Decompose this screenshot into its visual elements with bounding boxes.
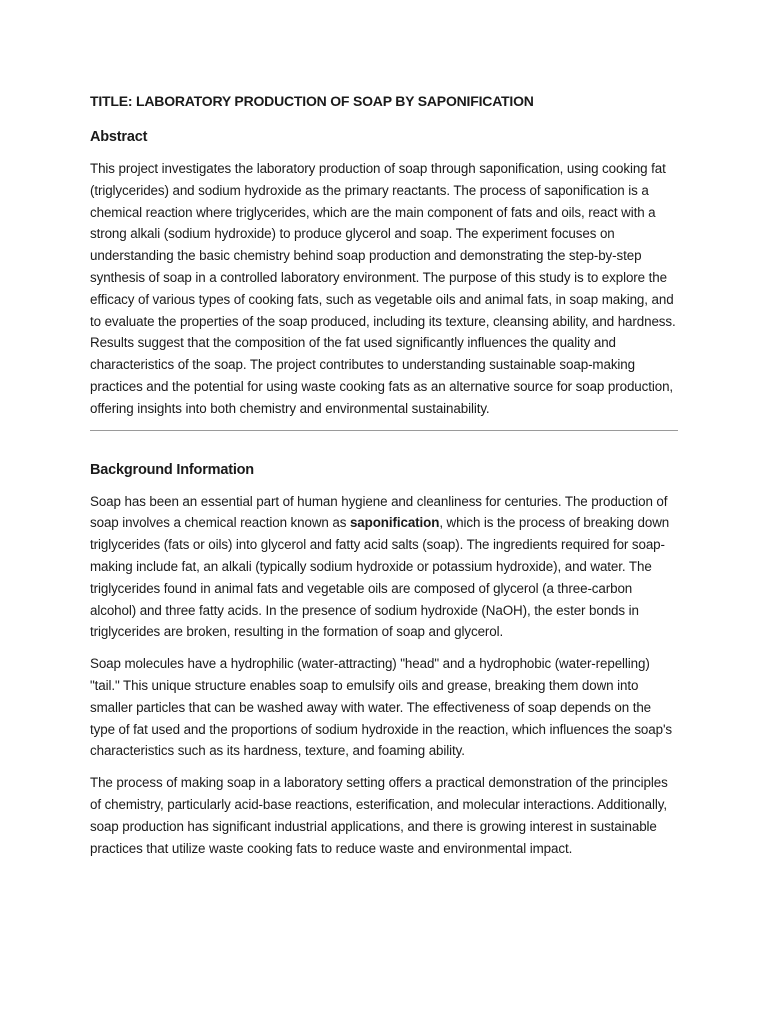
abstract-heading: Abstract [90, 129, 148, 145]
background-p1-text-end: , which is the process of breaking down triglycerides (fats or oils) into glycerol and fatty acid salts (soap). The ingredients required for soap-making include fat, an alkali (typically sodium hydroxide or potassium hydroxide), and water. The triglycerides found in animal fats and vegetable oils are composed of glycerol (a three-carbon alcohol) and three fatty acids. In the presence of sodium hydroxide (NaOH), the ester bonds in triglycerides are broken, resulting in the formation of soap and glycerol. [90, 515, 670, 640]
background-heading: Background Information [90, 461, 254, 478]
document-title: TITLE: LABORATORY PRODUCTION OF SOAP BY SAPONIFICATION [90, 93, 534, 109]
section-divider [90, 430, 678, 431]
background-paragraph-3: The process of making soap in a laboratory setting offers a practical demonstration of the principles of chemistry, particularly acid-base reactions, esterification, and molecular interactions. Additionally, soap production has significant industrial applications, and there is growing interest in sustainable practices that utilize waste cooking fats to reduce waste and environmental impact. [90, 775, 668, 856]
document-page [90, 90, 678, 869]
saponification-term: saponification [349, 515, 440, 531]
background-p1-text-start: Soap has been an essential part of human hygiene and cleanliness for centuries. The production of soap involves a chemical reaction known as [90, 493, 668, 531]
background-paragraph-1 [90, 491, 678, 644]
background-paragraph-2: Soap molecules have a hydrophilic (water-attracting) "head" and a hydrophobic (water-repelling) "tail." This unique structure enables soap to emulsify oils and grease, breaking them down into smaller particles that can be washed away with water. The effectiveness of soap depends on the type of fat used and the proportions of sodium hydroxide in the reaction, which influences the soap's characteristics such as its hardness, texture, and foaming ability. [90, 656, 673, 759]
abstract-paragraph: This project investigates the laboratory production of soap through saponification, using cooking fat (triglycerides) and sodium hydroxide as the primary reactants. The process of saponification is a chemical reaction where triglycerides, which are the main component of fats and oils, react with a strong alkali (sodium hydroxide) to produce glycerol and soap. The experiment focuses on understanding the basic chemistry behind soap production and demonstrating the step-by-step synthesis of soap in a controlled laboratory environment. The purpose of this study is to explore the efficacy of various types of cooking fats, such as vegetable oils and animal fats, in soap making, and to evaluate the properties of the soap produced, including its texture, cleansing ability, and hardness. Results suggest that the composition of the fat used significantly influences the quality and characteristics of the soap. The project contributes to understanding sustainable soap-making practices and the potential for using waste cooking fats as an alternative source for soap production, offering insights into both chemistry and environmental sustainability. [90, 161, 676, 416]
